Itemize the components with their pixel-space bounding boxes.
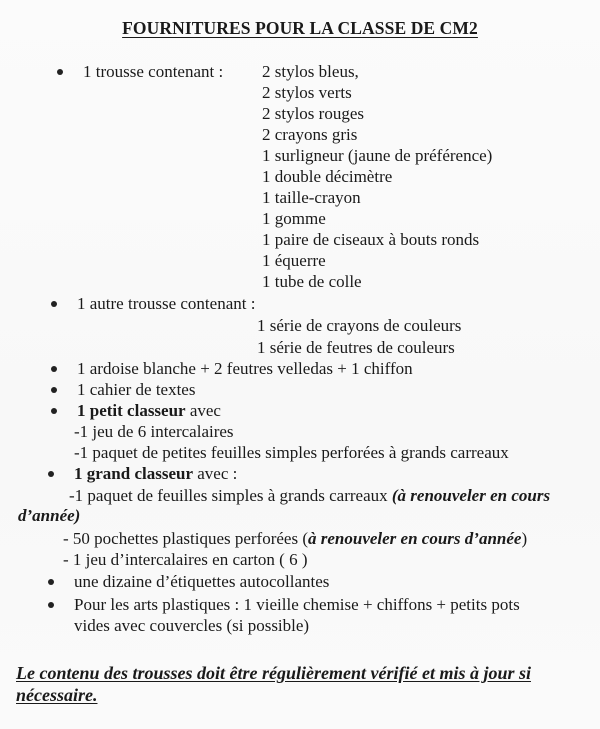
list-item: 1 surligneur (jaune de préférence) [262,146,493,165]
list-item: 1 taille-crayon [262,188,361,207]
grand-classeur-bold: 1 grand classeur [74,464,193,483]
item-text: ) [521,529,528,548]
list-item: 1 cahier de textes [77,380,196,399]
list-item: 1 paire de ciseaux à bouts ronds [262,230,480,249]
bullet-icon [57,69,63,75]
item-emphasis: à renouveler en cours d’année [308,529,522,548]
document-title: FOURNITURES POUR LA CLASSE DE CM2 [122,18,478,38]
list-item: 1 série de feutres de couleurs [257,338,455,357]
list-item: 1 tube de colle [262,272,362,291]
list-item: -1 jeu de 6 intercalaires [74,422,234,441]
list-item: 2 stylos bleus, [262,62,359,81]
bullet-icon [51,366,57,372]
list-item [63,529,527,549]
petit-classeur-bold: 1 petit classeur [77,401,186,420]
footer-note: Le contenu des trousses doit être régulièrement vérifié et mis à jour si nécessaire. [16,663,531,705]
grand-classeur-heading [74,464,237,484]
grand-classeur-rest: avec : [193,464,238,483]
item-text: - 50 pochettes plastiques perforées ( [63,529,308,548]
item-emphasis: (à renouveler en cours [391,486,551,505]
list-item: 1 double décimètre [262,167,393,186]
bullet-icon [48,579,54,585]
item-text: -1 paquet de feuilles simples à grands carreaux [69,486,392,505]
list-item-continuation: d’année) [18,506,81,525]
list-item: 1 équerre [262,251,326,270]
list-item: 1 ardoise blanche + 2 feutres velledas + 1 chiffon [77,359,413,378]
trousse1-label: 1 trousse contenant : [83,62,224,81]
bullet-icon [51,301,57,307]
list-item: une dizaine d’étiquettes autocollantes [74,572,330,591]
list-item: - 1 jeu d’intercalaires en carton ( 6 ) [63,550,308,569]
bullet-icon [51,387,57,393]
bullet-icon [48,602,54,608]
list-item: -1 paquet de petites feuilles simples perforées à grands carreaux [74,443,509,462]
list-item: Pour les arts plastiques : 1 vieille chemise + chiffons + petits pots [74,595,520,614]
list-item-continuation: vides avec couvercles (si possible) [74,616,310,635]
list-item: 2 stylos verts [262,83,352,102]
list-item: 2 crayons gris [262,125,358,144]
bullet-icon [48,471,54,477]
trousse2-label: 1 autre trousse contenant : [77,294,256,313]
list-item: 1 série de crayons de couleurs [257,316,462,335]
list-item: 1 gomme [262,209,326,228]
petit-classeur-rest: avec [185,401,221,420]
list-item: 2 stylos rouges [262,104,364,123]
bullet-icon [51,408,57,414]
list-item [69,486,550,506]
petit-classeur-heading [77,401,221,421]
